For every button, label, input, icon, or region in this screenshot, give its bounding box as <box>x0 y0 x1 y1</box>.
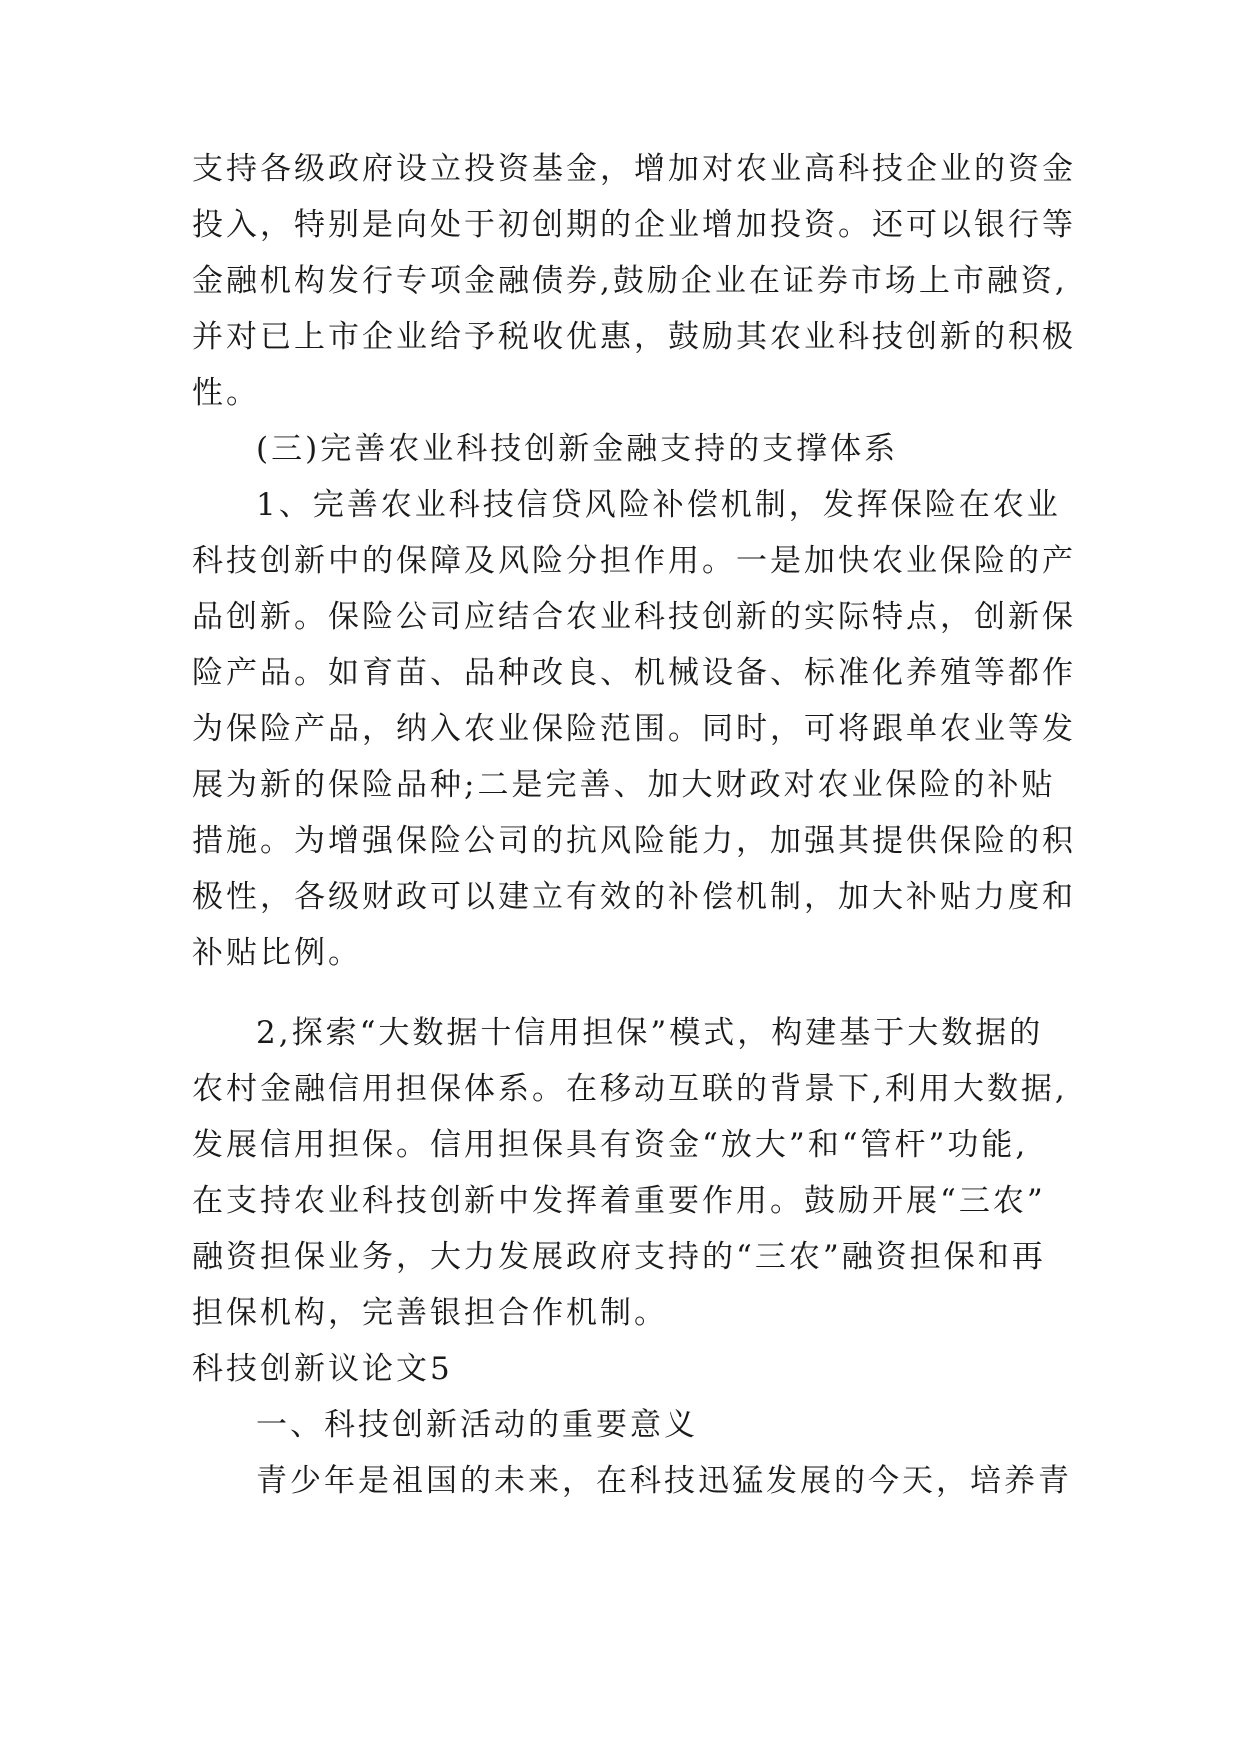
paragraph-line: 在支持农业科技创新中发挥着重要作用。鼓励开展“三农” <box>192 1183 1046 1219</box>
section-heading: 一、科技创新活动的重要意义 <box>256 1407 698 1443</box>
paragraph-line: 2,探索“大数据十信用担保”模式，构建基于大数据的 <box>256 1015 1044 1051</box>
paragraph-line: 农村金融信用担保体系。在移动互联的背景下,利用大数据, <box>192 1071 1068 1107</box>
paragraph-line: 并对已上市企业给予税收优惠，鼓励其农业科技创新的积极 <box>192 319 1076 355</box>
paragraph-line: 投入，特别是向处于初创期的企业增加投资。还可以银行等 <box>192 207 1076 243</box>
paragraph-line: 措施。为增强保险公司的抗风险能力，加强其提供保险的积 <box>192 823 1076 859</box>
paragraph-line: 为保险产品，纳入农业保险范围。同时，可将跟单农业等发 <box>192 711 1076 747</box>
paragraph-line: 金融机构发行专项金融债券,鼓励企业在证券市场上市融资, <box>192 263 1068 299</box>
article-title: 科技创新议论文5 <box>192 1351 453 1387</box>
paragraph-line: 融资担保业务，大力发展政府支持的“三农”融资担保和再 <box>192 1239 1046 1275</box>
paragraph-line: 青少年是祖国的未来，在科技迅猛发展的今天，培养青 <box>256 1463 1072 1499</box>
paragraph-line: 险产品。如育苗、品种改良、机械设备、标准化养殖等都作 <box>192 655 1076 691</box>
paragraph-line: 担保机构，完善银担合作机制。 <box>192 1295 668 1331</box>
paragraph-line: 展为新的保险品种;二是完善、加大财政对农业保险的补贴 <box>192 767 1056 803</box>
paragraph-line: 发展信用担保。信用担保具有资金“放大”和“管杆”功能, <box>192 1127 1029 1163</box>
paragraph-line: 性。 <box>192 375 260 411</box>
paragraph-line: 极性，各级财政可以建立有效的补偿机制，加大补贴力度和 <box>192 879 1076 915</box>
paragraph-line: 补贴比例。 <box>192 935 362 971</box>
paragraph-line: 支持各级政府设立投资基金，增加对农业高科技企业的资金 <box>192 151 1076 187</box>
paragraph-line: 1、完善农业科技信贷风险补偿机制，发挥保险在农业 <box>256 487 1061 523</box>
paragraph-line: 科技创新中的保障及风险分担作用。一是加快农业保险的产 <box>192 543 1076 579</box>
section-heading: (三)完善农业科技创新金融支持的支撑体系 <box>256 431 899 467</box>
paragraph-line: 品创新。保险公司应结合农业科技创新的实际特点，创新保 <box>192 599 1076 635</box>
